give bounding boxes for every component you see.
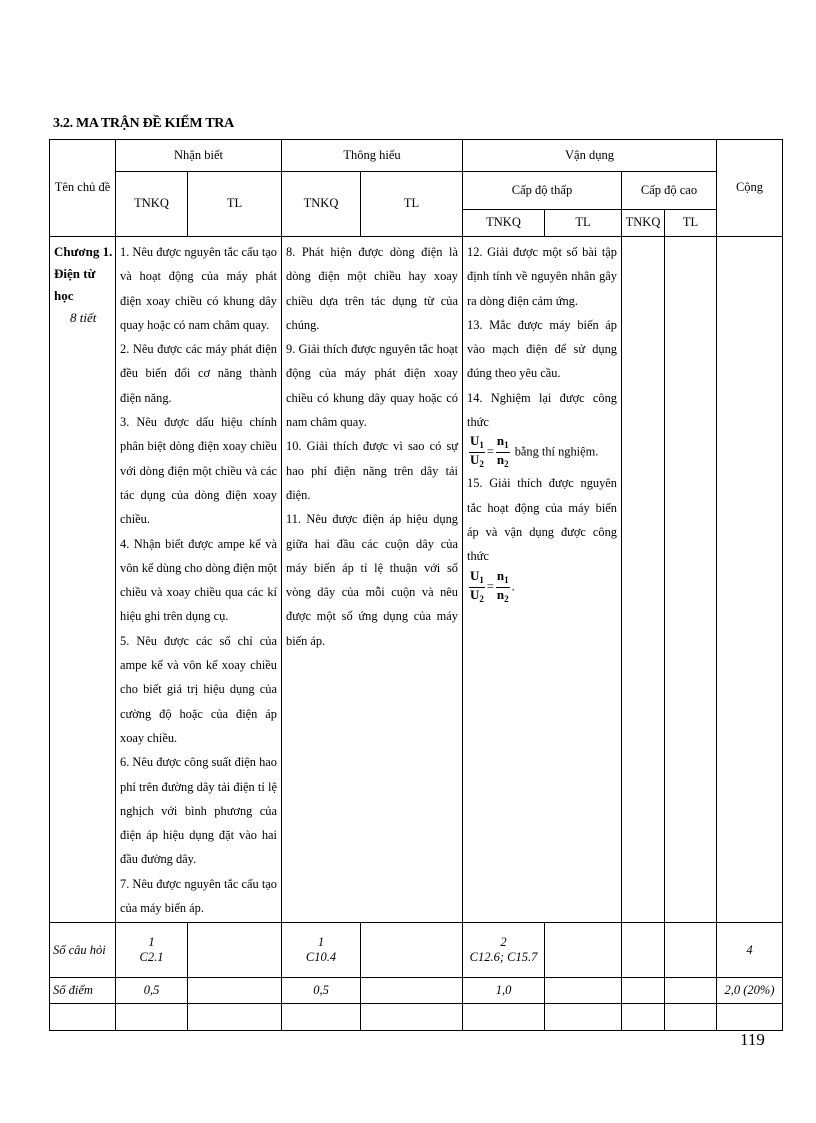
recognize-questions [116, 923, 188, 978]
test-matrix-table [49, 139, 783, 1031]
understand-item: 11. Nêu được điện áp hiệu dụng giữa hai đầu các cuộn dây của máy biến áp tỉ lệ thuận với số vòng dây của mỗi cuộn và nêu được một số ứng dụng của máy biến áp. [286, 512, 458, 648]
total-points: 2,0 (20%) [717, 978, 783, 1004]
empty-cell [50, 1004, 116, 1031]
empty-cell [361, 1004, 463, 1031]
voltage-ratio-formula-2: $\frac{U_1}{U_2}$ = $\frac{n_1}{n_2}$ . [470, 567, 515, 604]
apply-low-content [463, 237, 622, 923]
understand-tnkq-header: TNKQ [282, 172, 361, 237]
understand-points: 0,5 [282, 978, 361, 1004]
page-number: 119 [740, 1030, 765, 1049]
recognize-tnkq-header: TNKQ [116, 172, 188, 237]
high-tnkq-header: TNKQ [622, 210, 665, 237]
low-tl-header: TL [545, 210, 622, 237]
questions-label: Số câu hỏi [50, 923, 116, 978]
recognize-header: Nhận biết [116, 140, 282, 172]
understand-item: 10. Giải thích được vì sao có sự hao phí điện năng trên dây tải điện. [286, 439, 458, 502]
recognize-item: 1. Nêu được nguyên tắc cấu tạo và hoạt động của máy phát điện xoay chiều có khung dây quay hoặc có nam châm quay. [120, 245, 277, 332]
empty-cell [361, 978, 463, 1004]
low-tnkq-header: TNKQ [463, 210, 545, 237]
empty-cell [188, 923, 282, 978]
voltage-fraction: $\frac{U_1}{U_2}$ [470, 433, 484, 470]
understand-header: Thông hiểu [282, 140, 463, 172]
recognize-item: 7. Nêu được nguyên tắc cấu tạo của máy biến áp. [120, 876, 277, 916]
topic-header: Tên chủ đề [50, 140, 116, 237]
apply-question-ref: C12.6; C15.7 [469, 950, 538, 965]
recognize-question-count: 1 [148, 934, 155, 949]
empty-cell [188, 978, 282, 1004]
apply-item-12: 12. Giải được một số bài tập định tính về nguyên nhân gây ra dòng điện cảm ứng. [467, 245, 617, 308]
recognize-item: 4. Nhận biết được ampe kế và vôn kế dùng cho dòng điện một chiều và xoay chiều qua các kí hiệu ghi trên dụng cụ. [120, 536, 277, 624]
apply-item-13: 13. Mắc được máy biến áp vào mạch điện để sử dụng đúng theo yêu cầu. [467, 317, 617, 381]
points-row [50, 978, 783, 1004]
empty-cell [622, 1004, 665, 1031]
recognize-item: 6. Nêu được công suất điện hao phí trên đường dây tải điện tỉ lệ nghịch với bình phương của điện áp hiệu dụng đặt vào hai đầu đường dây. [120, 755, 277, 867]
apply-question-count: 2 [500, 934, 507, 949]
understand-questions [282, 923, 361, 978]
empty-cell [282, 1004, 361, 1031]
total-questions: 4 [717, 923, 783, 978]
high-tl-header: TL [665, 210, 717, 237]
header-row-1 [50, 140, 783, 172]
apply-item-15-text: 15. Giải thích được nguyên tắc hoạt động của máy biến áp và vận dụng được công thức [467, 476, 617, 564]
low-level-header: Cấp độ thấp [463, 172, 622, 210]
apply-item-14-tail: bằng thí nghiệm. [514, 444, 599, 459]
content-row [50, 237, 783, 923]
empty-cell [545, 923, 622, 978]
voltage-ratio-formula: $\frac{U_1}{U_2}$ = $\frac{n_1}{n_2}$ bằng thí nghiệm. [470, 433, 599, 470]
apply-item-14-text: 14. Nghiệm lại được công thức [467, 390, 617, 430]
turns-fraction: $\frac{n_1}{n_2}$ [496, 433, 509, 470]
empty-cell [188, 1004, 282, 1031]
recognize-tl-header: TL [188, 172, 282, 237]
empty-cell [463, 1004, 545, 1031]
understand-question-count: 1 [317, 934, 325, 949]
apply-item-15-tail: . [511, 578, 515, 593]
empty-cell [665, 923, 717, 978]
total-header: Cộng [717, 140, 783, 237]
empty-cell [665, 1004, 717, 1031]
understand-item: 8. Phát hiện được dòng điện là dòng điện một chiều hay xoay chiều dựa trên tác dụng từ của chúng. [286, 245, 458, 332]
voltage-fraction: $\frac{U_1}{U_2}$ [470, 567, 484, 604]
recognize-item: 2. Nêu được các máy phát điện đều biến đổi cơ năng thành điện năng. [120, 342, 277, 405]
apply-points: 1,0 [463, 978, 545, 1004]
turns-fraction: $\frac{n_1}{n_2}$ [496, 567, 509, 604]
apply-questions [463, 923, 545, 978]
empty-cell [116, 1004, 188, 1031]
apply-item-15 [467, 471, 617, 605]
recognize-content [116, 237, 282, 923]
recognize-points: 0,5 [116, 978, 188, 1004]
topic-cell [50, 237, 116, 923]
understand-tl-header: TL [361, 172, 463, 237]
empty-cell [622, 923, 665, 978]
page-heading: 3.2. MA TRẬN ĐỀ KIỂM TRA [53, 116, 234, 131]
understand-question-ref: C10.4 [305, 950, 337, 965]
empty-cell [545, 1004, 622, 1031]
empty-cell [361, 923, 463, 978]
understand-content [282, 237, 463, 923]
points-label: Số điểm [50, 978, 116, 1004]
recognize-item: 3. Nêu được dấu hiệu chính phân biệt dòng điện xoay chiều với dòng điện một chiều và các tác dụng của dòng điện xoay chiều. [120, 415, 277, 527]
recognize-question-ref: C2.1 [139, 950, 164, 965]
blank-row [50, 1004, 783, 1031]
apply-header: Vận dụng [463, 140, 717, 172]
topic-lessons: 8 tiết [70, 310, 97, 325]
apply-high-tnkq-content [622, 237, 665, 923]
apply-item-14 [467, 386, 617, 472]
understand-item: 9. Giải thích được nguyên tắc hoạt động của máy phát điện xoay chiều có khung dây quay hoặc có nam châm quay. [286, 342, 458, 430]
questions-row [50, 923, 783, 978]
empty-cell [545, 978, 622, 1004]
apply-high-tl-content [665, 237, 717, 923]
header-row-2 [50, 172, 783, 210]
empty-cell [717, 1004, 783, 1031]
topic-name: Chương 1. Điện từ học [54, 244, 113, 303]
empty-cell [622, 978, 665, 1004]
recognize-item: 5. Nêu được các số chỉ của ampe kế và vôn kế xoay chiều cho biết giá trị hiệu dụng của cường độ hoặc của điện áp xoay chiều. [120, 633, 277, 745]
high-level-header: Cấp độ cao [622, 172, 717, 210]
empty-cell [665, 978, 717, 1004]
total-content [717, 237, 783, 923]
